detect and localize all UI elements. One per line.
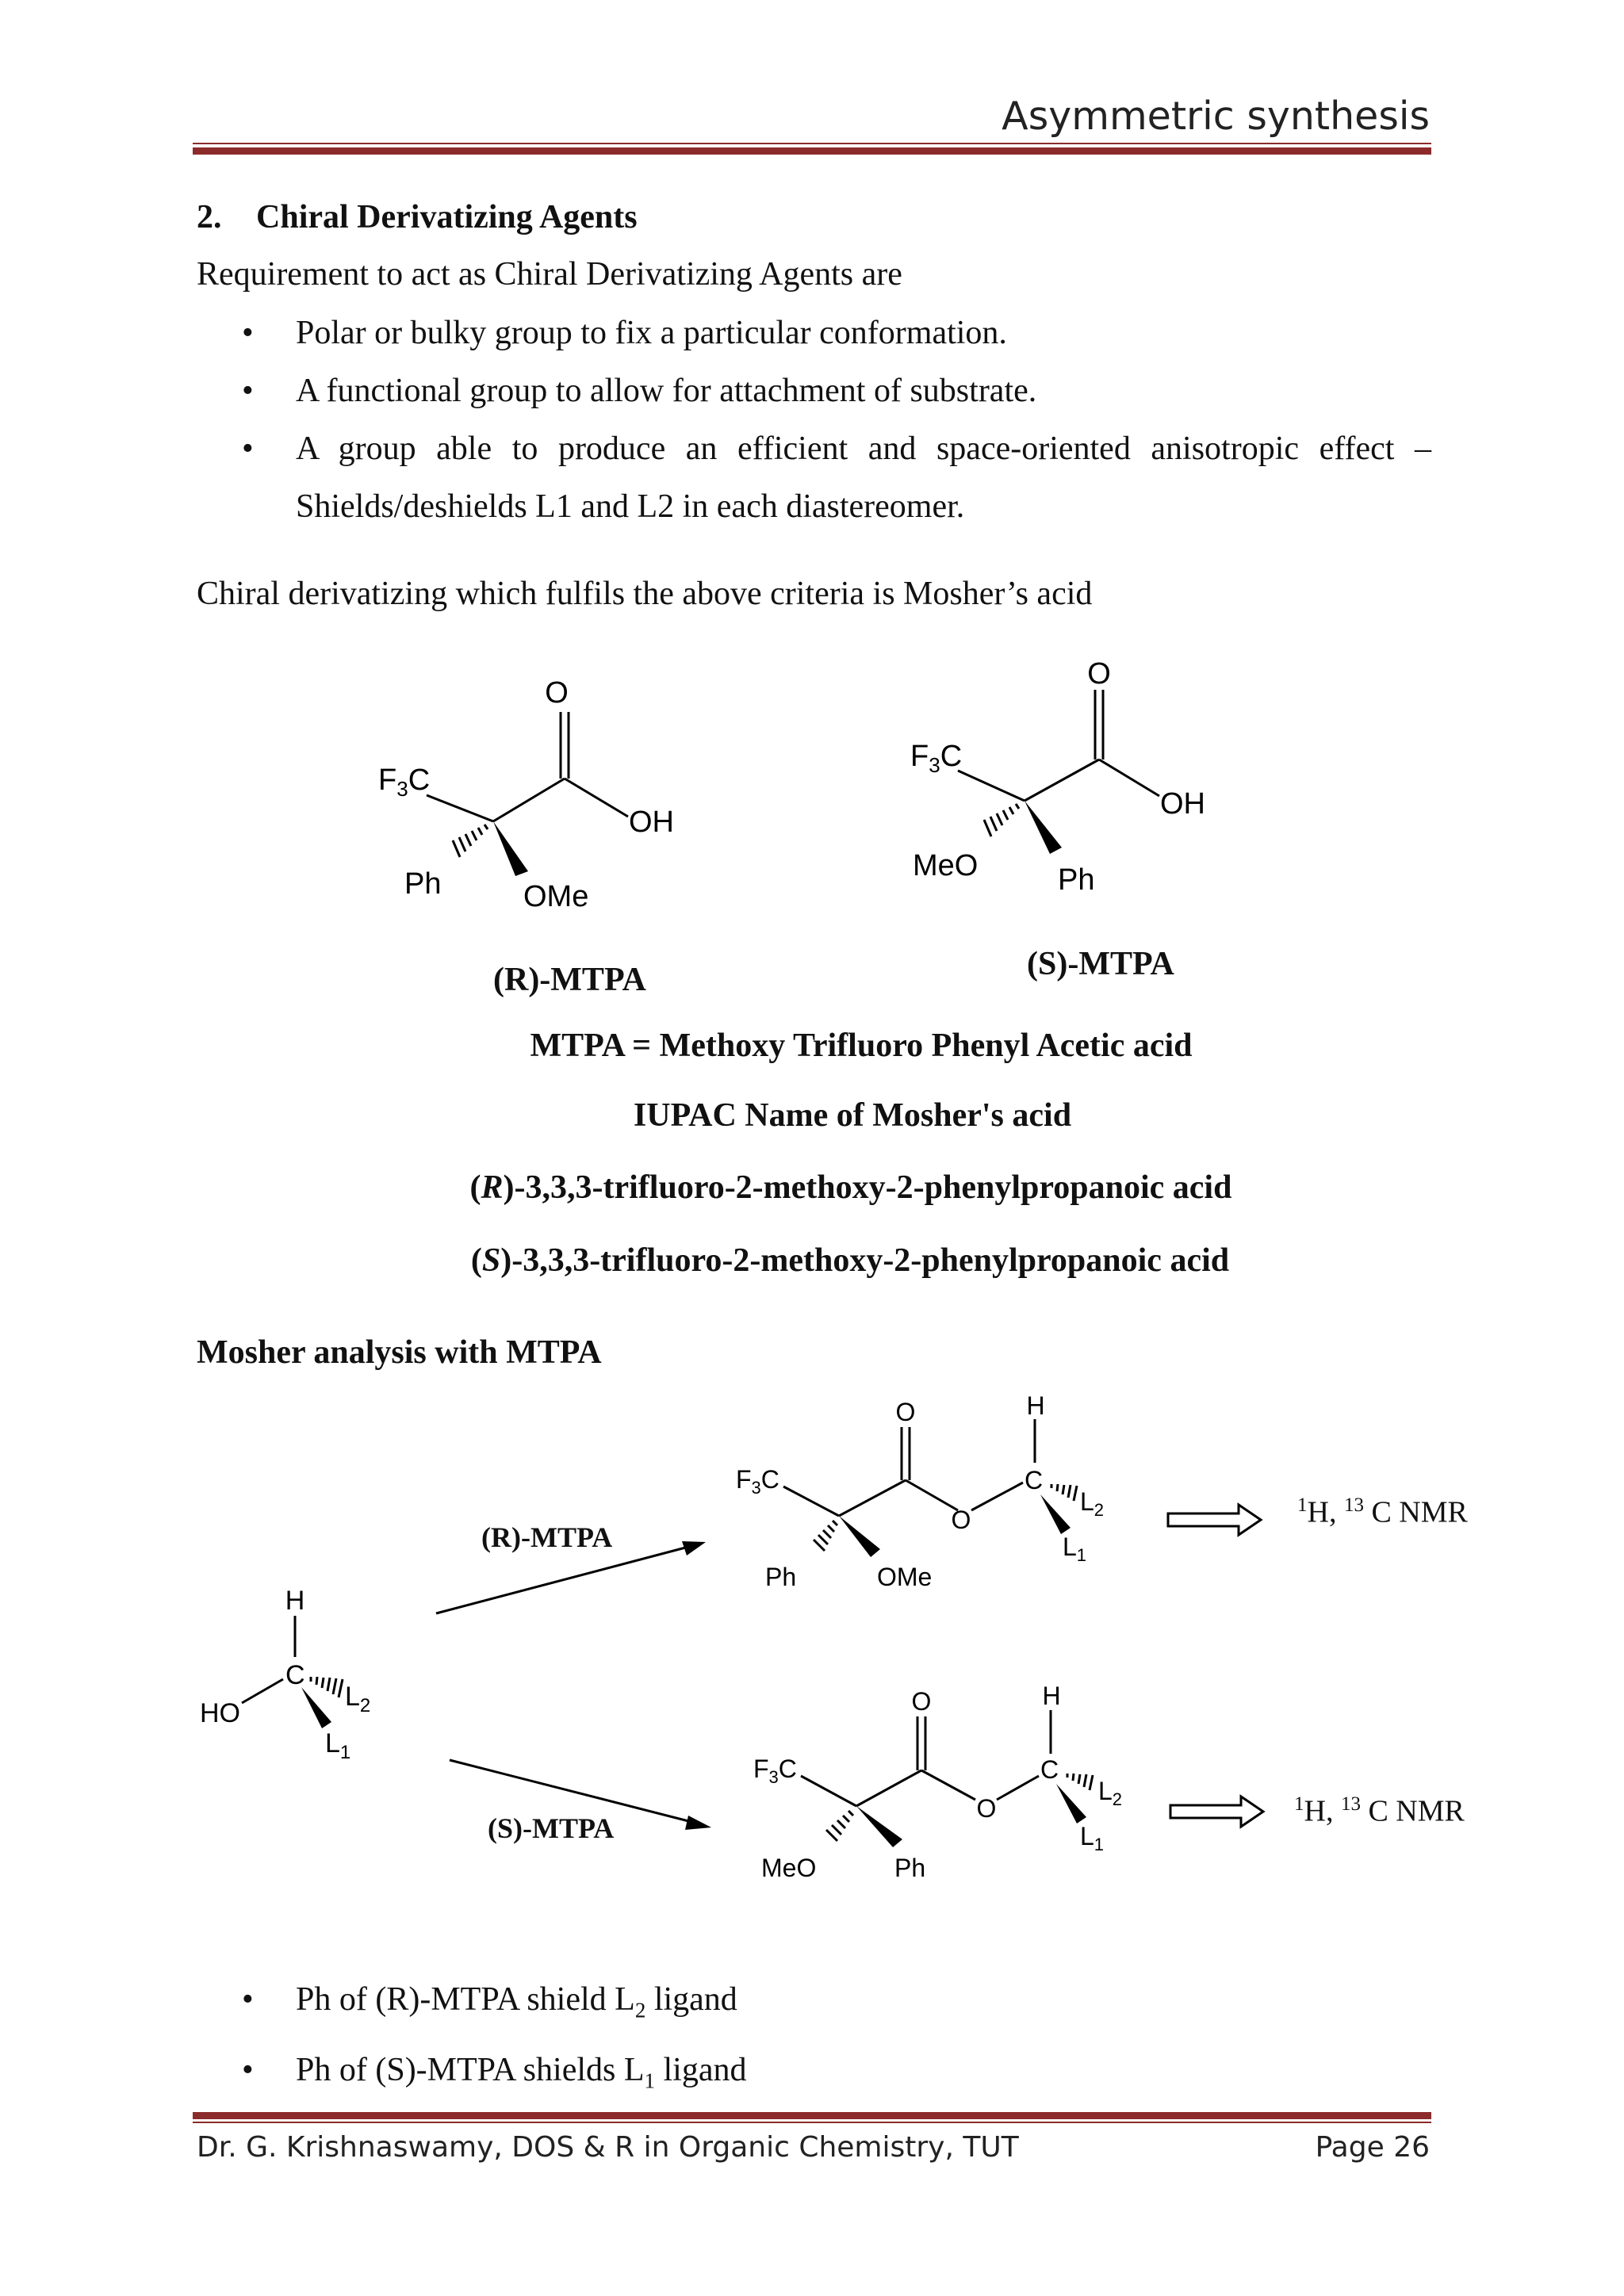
svg-text:F3C: $F_3C$ [753, 1755, 797, 1787]
svg-text:Ph: Ph [765, 1563, 797, 1591]
nmr-arrow-lower [1170, 1797, 1263, 1827]
atom-o: O [545, 676, 569, 710]
svg-text:OMe: OMe [877, 1563, 933, 1591]
bullet-icon: • [242, 430, 254, 467]
r-mtpa-label: (R)-MTPA [493, 962, 646, 998]
nmr-arrow-upper [1168, 1505, 1261, 1535]
bullet-icon: • [242, 373, 254, 409]
svg-text:F3C: $F_3C$ [910, 740, 963, 777]
nmr-label-lower: $^1$H, $^{13}$ C NMR [1294, 1793, 1465, 1828]
svg-text:L2: $L_2$ [1098, 1777, 1123, 1809]
s-mtpa-ester [753, 1682, 1122, 1882]
svg-text:H: H [1026, 1391, 1045, 1420]
svg-text:OH: OH [1160, 787, 1205, 821]
footer-rule-thin [193, 2122, 1431, 2123]
footer-rule-thick [193, 2112, 1431, 2119]
svg-text:O: O [976, 1794, 997, 1823]
bullet-icon: • [242, 1981, 254, 2018]
atom-oh: OH [629, 806, 674, 839]
s-mtpa-label: (S)-MTPA [1027, 946, 1174, 982]
r-mtpa-structure [378, 676, 674, 913]
s-mtpa-structure [910, 657, 1205, 897]
bullet-icon: • [242, 2052, 254, 2089]
list-item: • Polar or bulky group to fix a particular conformation. [242, 304, 1431, 362]
svg-text:HO: HO [200, 1698, 240, 1728]
iupac-name-s: (S)-3,3,3-trifluoro-2-methoxy-2-phenylpropanoic acid [470, 1242, 1230, 1279]
list-item: • A functional group to allow for attachment of substrate. [242, 362, 1431, 420]
criteria-text: Chiral derivatizing which fulfils the above criteria is Mosher’s acid [197, 576, 1093, 612]
iupac-heading: IUPAC Name of Mosher's acid [633, 1097, 1072, 1134]
running-header-title: Asymmetric synthesis [1002, 94, 1430, 139]
svg-text:L1: $L_1$ [1080, 1822, 1105, 1854]
alcohol-substrate [200, 1586, 370, 1763]
svg-text:C: C [1040, 1755, 1059, 1784]
mosher-acid-structures [0, 650, 1624, 999]
svg-text:Ph: Ph [1058, 863, 1095, 897]
svg-text:H: H [285, 1586, 305, 1616]
svg-text:O: O [911, 1687, 932, 1716]
svg-text:H: H [1042, 1682, 1061, 1710]
svg-text:Ph: Ph [894, 1854, 926, 1882]
requirement-list [242, 304, 1431, 536]
svg-text:F3C: $F_3C$ [736, 1465, 779, 1498]
section-title: Chiral Derivatizing Agents [256, 199, 638, 235]
mtpa-definition: MTPA = Methoxy Trifluoro Phenyl Acetic acid [530, 1027, 1193, 1064]
footer-author: Dr. G. Krishnaswamy, DOS & R in Organic Chemistry, TUT [197, 2131, 1019, 2164]
atom-ph: Ph [404, 867, 442, 901]
svg-text:MeO: MeO [913, 849, 979, 882]
atom-cf3: $F_3C$ [378, 763, 431, 801]
page-number: Page 26 [1315, 2131, 1430, 2164]
svg-text:O: O [951, 1506, 971, 1534]
list-item: • Ph of (R)-MTPA shield $L_2$ ligand [242, 1969, 1431, 2040]
section-number: 2. [197, 199, 222, 235]
svg-text:L1: $L_1$ [325, 1728, 351, 1763]
svg-text:O: O [1087, 657, 1111, 691]
svg-text:C: C [285, 1660, 305, 1690]
section-heading [197, 198, 638, 236]
mosher-analysis-heading: Mosher analysis with MTPA [197, 1334, 602, 1371]
list-item: • A group able to produce an efficient and space-oriented anisotropic effect – Shields/deshields L1 and L2 in each diastereomer. [242, 420, 1431, 536]
svg-text:L2: $L_2$ [345, 1682, 371, 1716]
header-rule-thick [193, 147, 1431, 155]
list-item: • Ph of (S)-MTPA shields $L_1$ ligand [242, 2040, 1431, 2110]
svg-text:C: C [1025, 1466, 1044, 1494]
svg-text:MeO: MeO [761, 1854, 817, 1882]
svg-text:O: O [895, 1398, 916, 1426]
svg-text:L1: $L_1$ [1063, 1533, 1087, 1565]
r-reaction-arrow [436, 1546, 691, 1613]
bullet-icon: • [242, 315, 254, 351]
r-mtpa-reagent-label: (R)-MTPA [481, 1521, 613, 1553]
atom-ome: OMe [523, 880, 589, 913]
s-mtpa-reagent-label: (S)-MTPA [488, 1812, 615, 1844]
r-mtpa-ester [736, 1391, 1104, 1591]
iupac-name-r: (R)-3,3,3-trifluoro-2-methoxy-2-phenylpropanoic acid [469, 1169, 1232, 1206]
conclusion-list [242, 1969, 1431, 2111]
section-intro: Requirement to act as Chiral Derivatizing Agents are [197, 256, 902, 293]
nmr-label-upper: $^1$H, $^{13}$ C NMR [1297, 1494, 1468, 1529]
header-rule-thin [193, 143, 1431, 144]
svg-text:L2: $L_2$ [1080, 1487, 1105, 1520]
